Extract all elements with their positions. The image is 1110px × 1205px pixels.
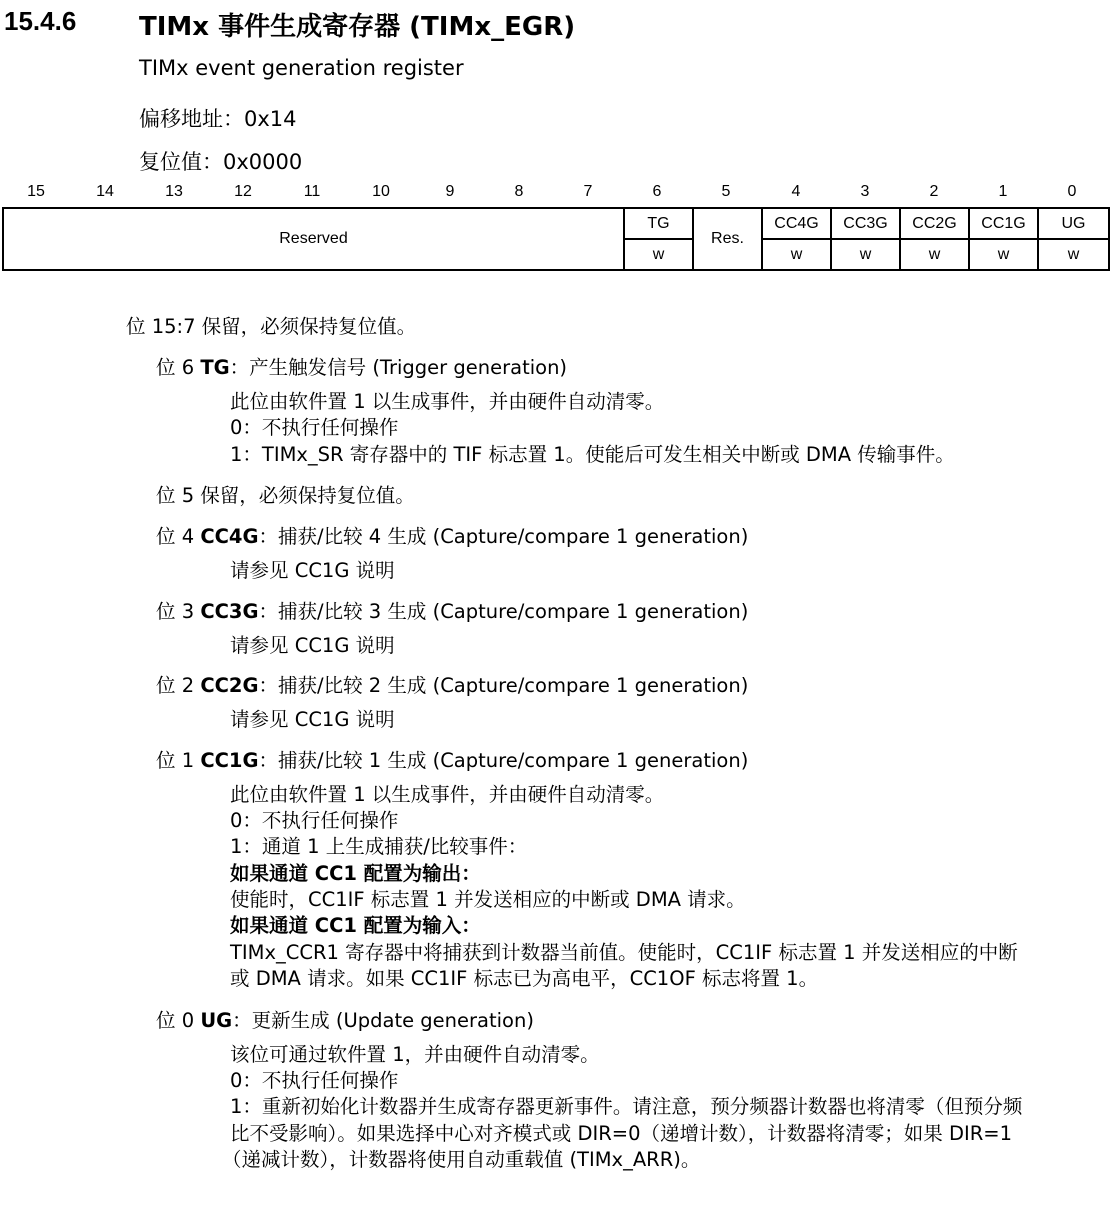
bit-1-line: 此位由软件置 1 以生成事件，并由硬件自动清零。 bbox=[230, 783, 665, 806]
bit-number: 0 bbox=[1067, 183, 1077, 200]
cc2g-access: w bbox=[900, 239, 969, 270]
bit-5-desc: 位 5 保留，必须保持复位值。 bbox=[156, 484, 415, 507]
bit-0-line: 0：不执行任何操作 bbox=[230, 1069, 399, 1092]
bit-2-ref: 请参见 CC1G 说明 bbox=[230, 708, 395, 731]
bit-3-heading bbox=[156, 596, 748, 624]
cc4g-field: CC4G bbox=[762, 208, 831, 239]
bit-6-line: 此位由软件置 1 以生成事件，并由硬件自动清零。 bbox=[230, 390, 665, 413]
bit-prefix: 位 2 bbox=[156, 674, 201, 697]
cc3g-field: CC3G bbox=[831, 208, 900, 239]
bit-prefix: 位 0 bbox=[156, 1009, 201, 1032]
offset-address: 偏移地址：0x14 bbox=[139, 107, 297, 131]
bit-number: 8 bbox=[514, 183, 524, 200]
bit-6-heading bbox=[156, 352, 567, 380]
bit-0-line: 比不受影响）。如果选择中心对齐模式或 DIR=0（递增计数），计数器将清零；如果 DIR=1 bbox=[230, 1122, 1013, 1145]
bit-number: 9 bbox=[445, 183, 455, 200]
bit-1-input-text: 或 DMA 请求。如果 CC1IF 标志已为高电平，CC1OF 标志将置 1。 bbox=[230, 967, 819, 990]
bit-prefix: 位 1 bbox=[156, 749, 201, 772]
bit-1-line: 0：不执行任何操作 bbox=[230, 809, 399, 832]
bit-number: 12 bbox=[234, 183, 252, 200]
bit-title: ：捕获/比较 3 生成 (Capture/compare 1 generation) bbox=[258, 600, 749, 623]
bit-1-output-text: 使能时，CC1IF 标志置 1 并发送相应的中断或 DMA 请求。 bbox=[230, 888, 746, 911]
bit-number: 6 bbox=[652, 183, 662, 200]
bit-name: CC4G bbox=[200, 525, 259, 548]
bit-1-input-text: TIMx_CCR1 寄存器中将捕获到计数器当前值。使能时，CC1IF 标志置 1 并发送相应的中断 bbox=[230, 941, 1018, 964]
bit-6-line: 1：TIMx_SR 寄存器中的 TIF 标志置 1。使能后可发生相关中断或 DMA 传输事件。 bbox=[230, 443, 955, 466]
bit-number: 10 bbox=[372, 183, 390, 200]
bit-title: ：捕获/比较 2 生成 (Capture/compare 1 generation) bbox=[258, 674, 749, 697]
bit-1-output-heading: 如果通道 CC1 配置为输出： bbox=[230, 862, 481, 885]
bit-1-input-heading: 如果通道 CC1 配置为输入： bbox=[230, 914, 481, 937]
register-bit-table bbox=[2, 207, 1110, 271]
bit-0-line: （递减计数），计数器将使用自动重载值 (TIMx_ARR)。 bbox=[222, 1148, 701, 1171]
bit-title: ：更新生成 (Update generation) bbox=[232, 1009, 534, 1032]
bit-number: 5 bbox=[721, 183, 731, 200]
bit-number: 14 bbox=[96, 183, 114, 200]
bit-1-line: 1：通道 1 上生成捕获/比较事件： bbox=[230, 835, 528, 858]
cc4g-access: w bbox=[762, 239, 831, 270]
tg-access: w bbox=[624, 239, 693, 270]
bit-title: ：产生触发信号 (Trigger generation) bbox=[229, 356, 568, 379]
bit-name: UG bbox=[200, 1009, 233, 1032]
bit-prefix: 位 4 bbox=[156, 525, 201, 548]
bit-0-line: 1：重新初始化计数器并生成寄存器更新事件。请注意，预分频器计数器也将清零（但预分频 bbox=[230, 1095, 1023, 1118]
res-field: Res. bbox=[693, 208, 762, 270]
bit-4-heading bbox=[156, 521, 748, 549]
cc1g-access: w bbox=[969, 239, 1038, 270]
cc1g-field: CC1G bbox=[969, 208, 1038, 239]
bit-name: CC3G bbox=[200, 600, 259, 623]
bit-6-line: 0：不执行任何操作 bbox=[230, 416, 399, 439]
bit-number: 7 bbox=[583, 183, 593, 200]
bit-number: 3 bbox=[860, 183, 870, 200]
reserved-field: Reserved bbox=[3, 208, 624, 270]
bit-number: 15 bbox=[27, 183, 45, 200]
tg-field: TG bbox=[624, 208, 693, 239]
section-number: 15.4.6 bbox=[4, 6, 77, 36]
cc3g-access: w bbox=[831, 239, 900, 270]
cc2g-field: CC2G bbox=[900, 208, 969, 239]
bit-number: 2 bbox=[929, 183, 939, 200]
bit-0-heading bbox=[156, 1005, 534, 1033]
bit-number: 1 bbox=[998, 183, 1008, 200]
bit-3-ref: 请参见 CC1G 说明 bbox=[230, 634, 395, 657]
bit-1-heading bbox=[156, 745, 748, 773]
bit-name: CC1G bbox=[200, 749, 259, 772]
reset-value: 复位值：0x0000 bbox=[139, 150, 303, 174]
ug-access: w bbox=[1038, 239, 1109, 270]
bit-4-ref: 请参见 CC1G 说明 bbox=[230, 559, 395, 582]
bit-prefix: 位 6 bbox=[156, 356, 201, 379]
bit-number: 13 bbox=[165, 183, 183, 200]
bit-prefix: 位 3 bbox=[156, 600, 201, 623]
register-subtitle: TIMx event generation register bbox=[139, 56, 464, 80]
bit-title: ：捕获/比较 1 生成 (Capture/compare 1 generation) bbox=[258, 749, 749, 772]
bit-2-heading bbox=[156, 670, 748, 698]
bit-name: CC2G bbox=[200, 674, 259, 697]
bit-0-line: 该位可通过软件置 1，并由硬件自动清零。 bbox=[230, 1043, 600, 1066]
bit-15-7-desc: 位 15:7 保留，必须保持复位值。 bbox=[126, 315, 417, 338]
bit-name: TG bbox=[200, 356, 230, 379]
bit-number: 11 bbox=[303, 183, 321, 200]
section-title: TIMx 事件生成寄存器 (TIMx_EGR) bbox=[139, 12, 576, 42]
bit-title: ：捕获/比较 4 生成 (Capture/compare 1 generation) bbox=[258, 525, 749, 548]
ug-field: UG bbox=[1038, 208, 1109, 239]
bit-number: 4 bbox=[791, 183, 801, 200]
